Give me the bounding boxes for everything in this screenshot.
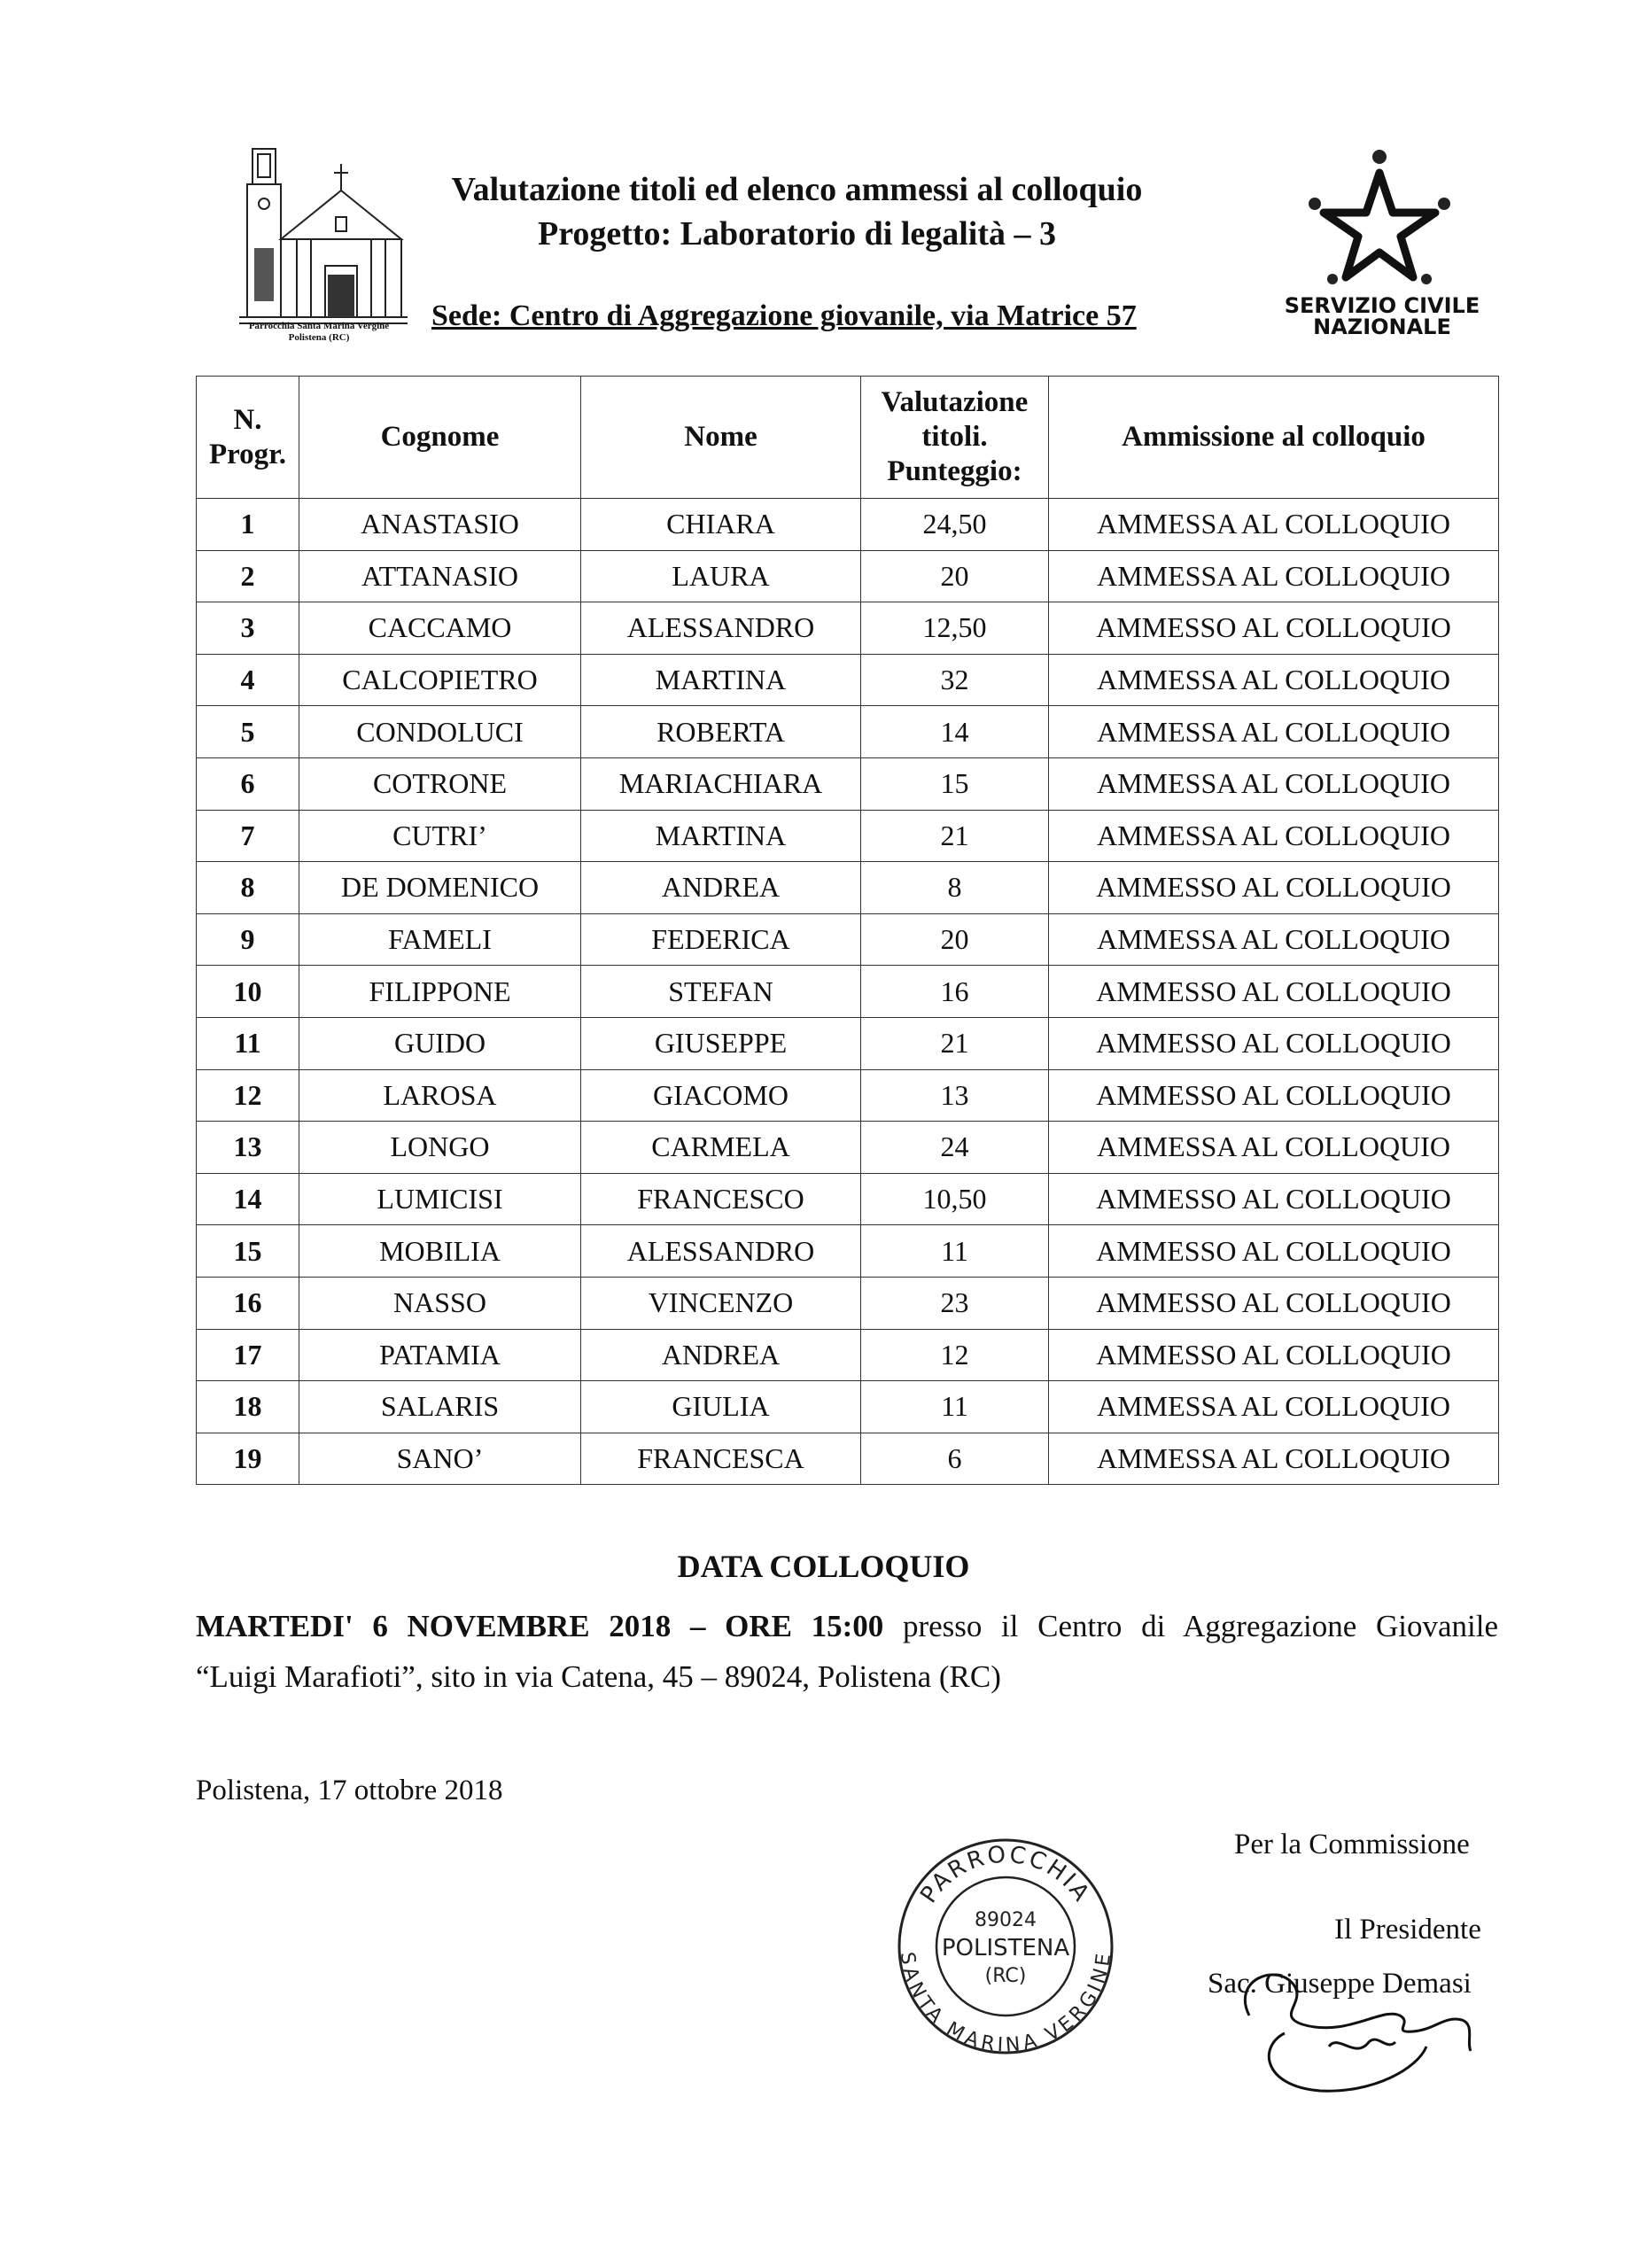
cell-admission: AMMESSO AL COLLOQUIO (1049, 602, 1499, 655)
cell-score: 6 (861, 1433, 1049, 1485)
cell-surname: ANASTASIO (299, 499, 581, 551)
cell-name: GIUSEPPE (581, 1017, 861, 1069)
cell-number: 3 (197, 602, 299, 655)
signature-icon (1223, 1962, 1488, 2095)
interview-heading: DATA COLLOQUIO (677, 1549, 970, 1584)
table-row (197, 550, 1499, 602)
cell-surname: CALCOPIETRO (299, 654, 581, 706)
cell-score: 10,50 (861, 1173, 1049, 1225)
cell-name: ALESSANDRO (581, 1225, 861, 1278)
cell-number: 19 (197, 1433, 299, 1485)
cell-surname: CUTRI’ (299, 810, 581, 862)
cell-name: ANDREA (581, 862, 861, 914)
cell-score: 14 (861, 706, 1049, 758)
table-body (197, 499, 1499, 1485)
cell-surname: MOBILIA (299, 1225, 581, 1278)
cell-surname: ATTANASIO (299, 550, 581, 602)
cell-admission: AMMESSO AL COLLOQUIO (1049, 1017, 1499, 1069)
cell-score: 16 (861, 966, 1049, 1018)
cell-score: 20 (861, 913, 1049, 966)
church-caption-name: Parrocchia Santa Marina Vergine (248, 321, 390, 331)
cell-surname: NASSO (299, 1277, 581, 1329)
cell-number: 7 (197, 810, 299, 862)
cell-name: MARTINA (581, 810, 861, 862)
header-number (197, 377, 299, 499)
cell-number: 12 (197, 1069, 299, 1122)
stamp-city: POLISTENA (941, 1935, 1070, 1961)
cell-number: 4 (197, 654, 299, 706)
star-people-icon (1302, 146, 1457, 288)
cell-number: 16 (197, 1277, 299, 1329)
church-caption (208, 321, 430, 344)
table-row (197, 757, 1499, 810)
cell-admission: AMMESSA AL COLLOQUIO (1049, 550, 1499, 602)
cell-score: 11 (861, 1381, 1049, 1433)
table-row (197, 1277, 1499, 1329)
cell-score: 8 (861, 862, 1049, 914)
project-location: Sede: Centro di Aggregazione giovanile, via Matrice 57 (431, 299, 1137, 332)
stamp-cap: 89024 (975, 1909, 1037, 1931)
table-row (197, 862, 1499, 914)
cell-number: 14 (197, 1173, 299, 1225)
table-row (197, 499, 1499, 551)
cell-number: 15 (197, 1225, 299, 1278)
cell-surname: CONDOLUCI (299, 706, 581, 758)
cell-name: LAURA (581, 550, 861, 602)
table-row (197, 913, 1499, 966)
cell-surname: SANO’ (299, 1433, 581, 1485)
cell-surname: GUIDO (299, 1017, 581, 1069)
cell-surname: FAMELI (299, 913, 581, 966)
cell-admission: AMMESSO AL COLLOQUIO (1049, 1173, 1499, 1225)
cell-surname: LUMICISI (299, 1173, 581, 1225)
table-row (197, 810, 1499, 862)
cell-admission: AMMESSA AL COLLOQUIO (1049, 810, 1499, 862)
cell-number: 10 (197, 966, 299, 1018)
cell-score: 21 (861, 810, 1049, 862)
cell-score: 24 (861, 1122, 1049, 1174)
cell-score: 23 (861, 1277, 1049, 1329)
cell-admission: AMMESSA AL COLLOQUIO (1049, 1122, 1499, 1174)
cell-surname: LONGO (299, 1122, 581, 1174)
cell-admission: AMMESSA AL COLLOQUIO (1049, 499, 1499, 551)
table-header-row (197, 377, 1499, 499)
cell-name: CHIARA (581, 499, 861, 551)
cell-surname: FILIPPONE (299, 966, 581, 1018)
cell-name: MARIACHIARA (581, 757, 861, 810)
place-date: Polistena, 17 ottobre 2018 (196, 1775, 503, 1806)
cell-surname: SALARIS (299, 1381, 581, 1433)
cell-name: FEDERICA (581, 913, 861, 966)
admissions-table (196, 376, 1499, 1485)
table-row (197, 1381, 1499, 1433)
interview-location-line2: “Luigi Marafioti”, sito in via Catena, 45 – 89024, Polistena (RC) (196, 1659, 1001, 1694)
cell-admission: AMMESSO AL COLLOQUIO (1049, 966, 1499, 1018)
cell-admission: AMMESSO AL COLLOQUIO (1049, 1225, 1499, 1278)
scn-text-line2: NAZIONALE (1313, 315, 1451, 339)
table-row (197, 706, 1499, 758)
cell-name: CARMELA (581, 1122, 861, 1174)
header-score (861, 377, 1049, 499)
table-row (197, 1329, 1499, 1381)
cell-number: 13 (197, 1122, 299, 1174)
interview-line1 (196, 1601, 1498, 1651)
cell-admission: AMMESSA AL COLLOQUIO (1049, 757, 1499, 810)
cell-admission: AMMESSO AL COLLOQUIO (1049, 1329, 1499, 1381)
cell-score: 24,50 (861, 499, 1049, 551)
header-score-line3: Punteggio: (887, 455, 1022, 487)
cell-name: STEFAN (581, 966, 861, 1018)
header-admission: Ammissione al colloquio (1049, 377, 1499, 499)
table-row (197, 1122, 1499, 1174)
cell-score: 32 (861, 654, 1049, 706)
interview-location-line1: presso il Centro di Aggregazione Giovanile (902, 1609, 1498, 1643)
scn-text-line1: SERVIZIO CIVILE (1284, 293, 1480, 318)
cell-name: GIACOMO (581, 1069, 861, 1122)
cell-admission: AMMESSO AL COLLOQUIO (1049, 1069, 1499, 1122)
table-row (197, 966, 1499, 1018)
table-row (197, 1017, 1499, 1069)
cell-number: 2 (197, 550, 299, 602)
table-row (197, 1433, 1499, 1485)
table-row (197, 602, 1499, 655)
cell-number: 17 (197, 1329, 299, 1381)
document-title: Valutazione titoli ed elenco ammessi al colloquio (451, 171, 1143, 208)
president-label: Il Presidente (1334, 1914, 1481, 1946)
header-surname: Cognome (299, 377, 581, 499)
cell-surname: DE DOMENICO (299, 862, 581, 914)
cell-number: 18 (197, 1381, 299, 1433)
cell-name: ANDREA (581, 1329, 861, 1381)
cell-name: ROBERTA (581, 706, 861, 758)
cell-admission: AMMESSA AL COLLOQUIO (1049, 1433, 1499, 1485)
cell-score: 20 (861, 550, 1049, 602)
cell-admission: AMMESSA AL COLLOQUIO (1049, 1381, 1499, 1433)
project-title: Progetto: Laboratorio di legalità – 3 (537, 215, 1057, 252)
cell-admission: AMMESSA AL COLLOQUIO (1049, 706, 1499, 758)
church-caption-city: Polistena (RC) (288, 332, 350, 343)
header-score-line2: titoli. (921, 421, 988, 453)
interview-date-time: MARTEDI' 6 NOVEMBRE 2018 – ORE 15:00 (196, 1609, 884, 1643)
cell-number: 11 (197, 1017, 299, 1069)
cell-surname: LAROSA (299, 1069, 581, 1122)
parish-stamp-icon (895, 1836, 1116, 2057)
stamp-text-bottom: SANTA MARINA VERGINE (895, 1950, 1116, 2057)
cell-number: 5 (197, 706, 299, 758)
cell-score: 11 (861, 1225, 1049, 1278)
cell-surname: COTRONE (299, 757, 581, 810)
cell-surname: CACCAMO (299, 602, 581, 655)
cell-score: 21 (861, 1017, 1049, 1069)
president-name: Sac. Giuseppe Demasi (1208, 1968, 1472, 2000)
cell-admission: AMMESSA AL COLLOQUIO (1049, 654, 1499, 706)
commission-label: Per la Commissione (1234, 1829, 1470, 1860)
cell-admission: AMMESSA AL COLLOQUIO (1049, 913, 1499, 966)
cell-number: 6 (197, 757, 299, 810)
svg-text:PARROCCHIA (915, 1841, 1095, 1907)
cell-name: VINCENZO (581, 1277, 861, 1329)
cell-name: FRANCESCA (581, 1433, 861, 1485)
cell-number: 1 (197, 499, 299, 551)
stamp-prov: (RC) (984, 1965, 1027, 1987)
cell-number: 9 (197, 913, 299, 966)
stamp-text-top: PARROCCHIA (915, 1841, 1096, 1908)
cell-score: 12,50 (861, 602, 1049, 655)
cell-name: ALESSANDRO (581, 602, 861, 655)
header-name: Nome (581, 377, 861, 499)
cell-score: 15 (861, 757, 1049, 810)
cell-name: FRANCESCO (581, 1173, 861, 1225)
header-number-line1: N. (233, 403, 262, 436)
table-row (197, 654, 1499, 706)
table-row (197, 1225, 1499, 1278)
header-score-line1: Valutazione (881, 386, 1029, 418)
header-number-line2: Progr. (208, 438, 287, 470)
table-row (197, 1069, 1499, 1122)
cell-name: MARTINA (581, 654, 861, 706)
cell-admission: AMMESSO AL COLLOQUIO (1049, 862, 1499, 914)
cell-name: GIULIA (581, 1381, 861, 1433)
cell-admission: AMMESSO AL COLLOQUIO (1049, 1277, 1499, 1329)
cell-score: 13 (861, 1069, 1049, 1122)
cell-score: 12 (861, 1329, 1049, 1381)
cell-surname: PATAMIA (299, 1329, 581, 1381)
table-row (197, 1173, 1499, 1225)
cell-number: 8 (197, 862, 299, 914)
